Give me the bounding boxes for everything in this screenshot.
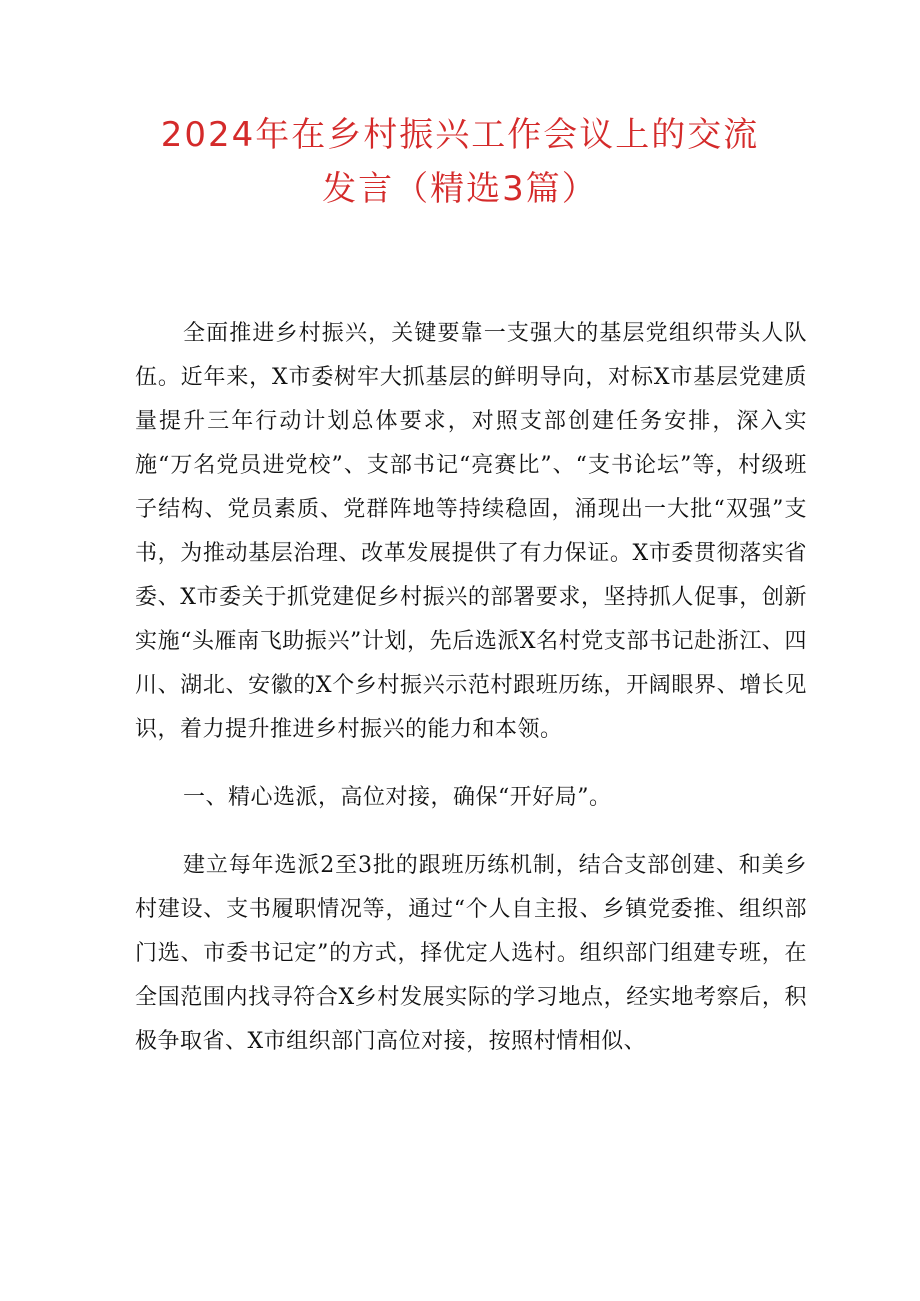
title-line-1: 2024年在乡村振兴工作会议上的交流 — [160, 115, 760, 155]
paragraph-intro: 全面推进乡村振兴，关键要靠一支强大的基层党组织带头人队伍。近年来，X市委树牢大抓基层的鲜明导向，对标X市基层党建质量提升三年行动计划总体要求，对照支部创建任务安排，深入实施“万名党员进党校”、支部书记“亮赛比”、“支书论坛”等，村级班子结构、党员素质、党群阵地等持续稳固，涌现出一大批“双强”支书，为推动基层治理、改革发展提供了有力保证。X市委贯彻落实省委、X市委关于抓党建促乡村振兴的部署要求，坚持抓人促事，创新实施“头雁南飞助振兴”计划，先后选派X名村党支部书记赴浙江、四川、湖北、安徽的X个乡村振兴示范村跟班历练，开阔眼界、增长见识，着力提升推进乡村振兴的能力和本领。 — [135, 321, 808, 742]
paragraph-section-1: 建立每年选派2至3批的跟班历练机制，结合支部创建、和美乡村建设、支书履职情况等，通过“个人自主报、乡镇党委推、组织部门选、市委书记定”的方式，择优定人选村。组织部门组建专班，在全国范围内找寻符合X乡村发展实际的学习地点，经实地考察后，积极争取省、X市组织部门高位对接，按照村情相似、 — [135, 853, 807, 1054]
title-line-2: 发言（精选3篇） — [322, 169, 598, 209]
document-title — [100, 108, 820, 216]
document-body — [135, 312, 807, 1064]
section-heading-1: 一、精心选派，高位对接，确保“开好局”。 — [183, 785, 612, 810]
